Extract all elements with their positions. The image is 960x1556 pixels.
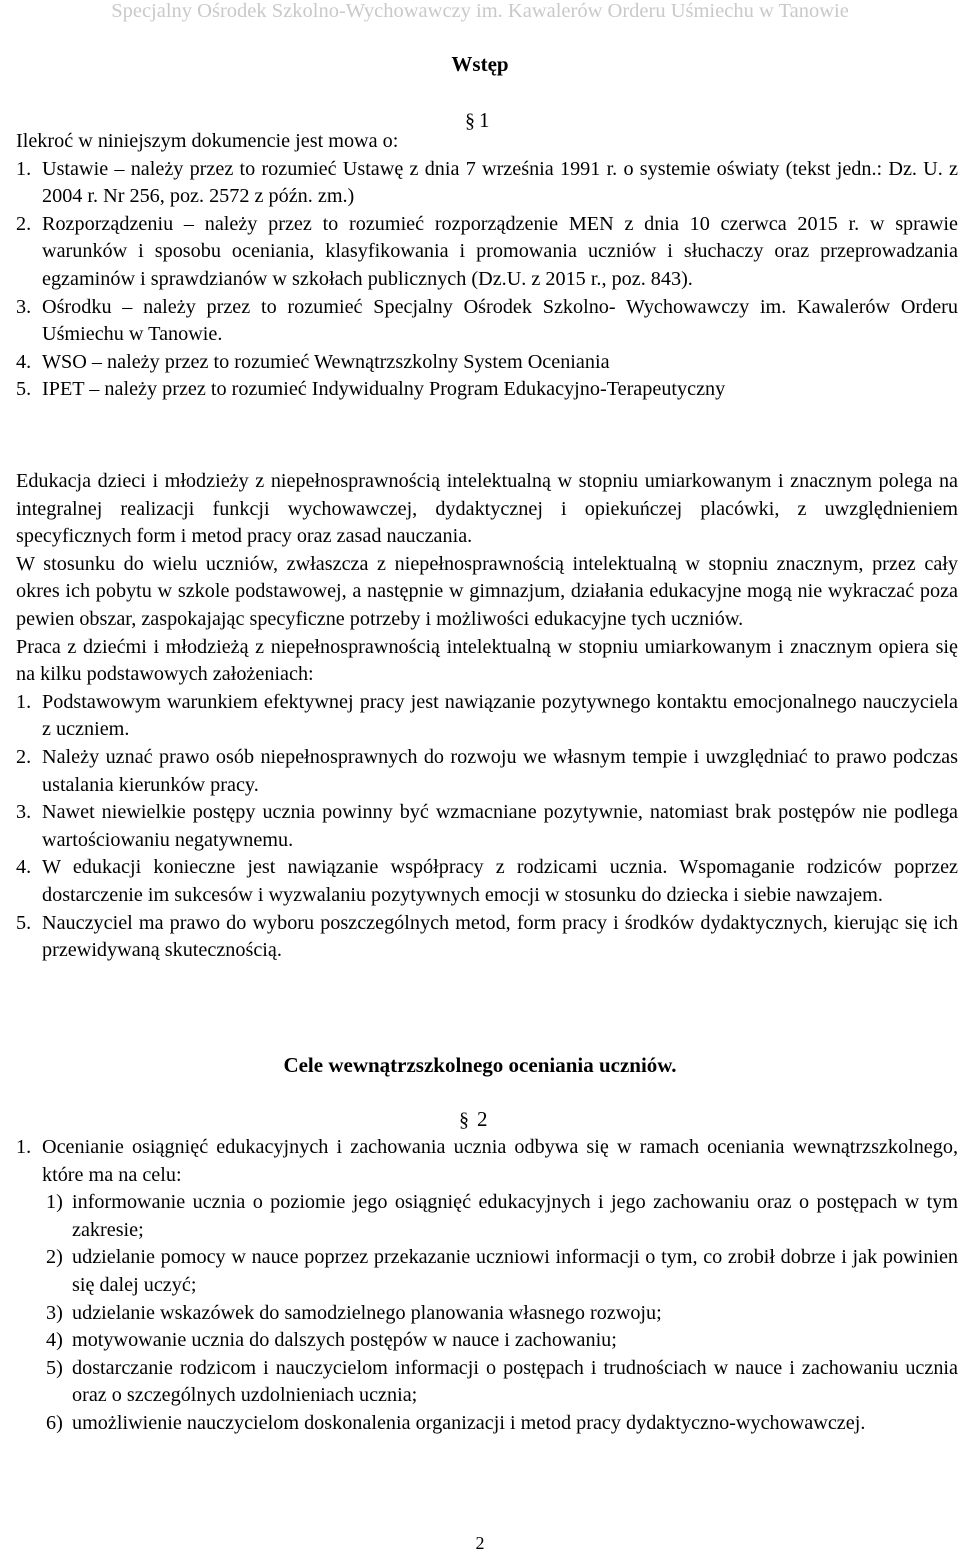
principle-item: 3. Nawet niewielkie postępy ucznia powinny być wzmacniane pozytywnie, natomiast brak postępów nie podlega wartościowaniu negatywnemu. <box>16 801 958 851</box>
page-header: Specjalny Ośrodek Szkolno-Wychowawczy im. Kawalerów Orderu Uśmiechu w Tanowie <box>111 0 849 22</box>
definition-item: 3. Ośrodku – należy przez to rozumieć Specjalny Ośrodek Szkolno- Wychowawczy im. Kawalerów Orderu Uśmiechu w Tanowie. <box>16 295 958 346</box>
introduction-body <box>16 468 958 965</box>
section-marker: § 1 <box>465 108 490 132</box>
section-number: 2 <box>477 1107 488 1131</box>
aim-subitem: 6) umożliwienie nauczycielom doskonalenia organizacji i metod pracy dydaktyczno-wychowawczej. <box>46 1411 866 1434</box>
principle-item: 2. Należy uznać prawo osób niepełnosprawnych do rozwoju we własnym tempie i uwzględniać to prawo podczas ustalania kierunków pracy. <box>16 745 958 796</box>
aim-item: 1. Ocenianie osiągnięć edukacyjnych i zachowania ucznia odbywa się w ramach oceniania wewnątrzszkolnego, które ma na celu: <box>16 1136 958 1186</box>
definition-item: 5. IPET – należy przez to rozumieć Indywidualny Program Edukacyjno-Terapeutyczny <box>16 378 726 401</box>
aim-subitem: 3) udzielanie wskazówek do samodzielnego planowania własnego rozwoju; <box>46 1301 662 1324</box>
page-number: 2 <box>475 1533 485 1553</box>
aim-subitem: 4) motywowanie ucznia do dalszych postępów w nauce i zachowaniu; <box>46 1329 617 1352</box>
paragraph: W stosunku do wielu uczniów, zwłaszcza z niepełnosprawnością intelektualną w stopniu znacznym, przez cały okres ich pobytu w szkole podstawowej, a następnie w gimnazjum, działania edukacyjne mogą nie wykraczać poza pewien obszar, zaspokajając specyficzne potrzeby i możliwości edukacyjne tych uczniów. <box>16 552 958 630</box>
principle-item: 4. W edukacji konieczne jest nawiązanie współpracy z rodzicami ucznia. Wspomaganie rodziców poprzez dostarczenie im sukcesów i wyzwalaniu pozytywnych emocji w stosunku do dziecka i siebie nawzajem. <box>16 856 958 906</box>
definition-item: 4. WSO – należy przez to rozumieć Wewnątrzszkolny System Oceniania <box>16 350 610 373</box>
section-title-aims: Cele wewnątrzszkolnego oceniania uczniów. <box>283 1053 677 1077</box>
intro-text: Ilekroć w niniejszym dokumencie jest mowa o: <box>16 130 399 152</box>
definitions-block <box>16 128 958 404</box>
section-title-intro: Wstęp <box>451 52 509 76</box>
aim-subitem: 5) dostarczanie rodzicom i nauczycielom informacji o postępach i trudnościach w nauce i zachowaniu ucznia oraz o szczególnych uzdolnieniach ucznia; <box>46 1356 958 1407</box>
principle-item: 5. Nauczyciel ma prawo do wyboru poszczególnych metod, form pracy i środków dydaktycznych, kierując się ich przewidywaną skutecznością. <box>16 911 958 962</box>
section-marker: § 2 <box>459 1107 488 1131</box>
paragraph: Edukacja dzieci i młodzieży z niepełnosprawnością intelektualną w stopniu umiarkowanym i znacznym polega na integralnej realizacji funkcji wychowawczej, dydaktycznej i opiekuńczej placówki, z uwzględnieniem specyficznych form i metod pracy oraz zasad nauczania. <box>16 470 958 548</box>
aim-subitem: 1) informowanie ucznia o poziomie jego osiągnięć edukacyjnych i jego zachowaniu oraz o postępach w tym zakresie; <box>46 1191 958 1241</box>
section-number: 1 <box>479 108 490 132</box>
principle-item: 1. Podstawowym warunkiem efektywnej pracy jest nawiązanie pozytywnego kontaktu emocjonalnego nauczyciela z uczniem. <box>16 690 958 741</box>
paragraph: Praca z dziećmi i młodzieżą z niepełnosprawnością intelektualną w stopniu umiarkowanym i znacznym opiera się na kilku podstawowych założeniach: <box>16 635 958 686</box>
definition-item: 2. Rozporządzeniu – należy przez to rozumieć rozporządzenie MEN z dnia 10 czerwca 2015 r. w sprawie warunków i sposobu oceniania, klasyfikowania i promowania uczniów i słuchaczy oraz przeprowadzania egzaminów i sprawdzianów w szkołach publicznych (Dz.U. z 2015 r., poz. 843). <box>16 212 958 290</box>
aims-block <box>16 1134 958 1438</box>
aim-subitem: 2) udzielanie pomocy w nauce poprzez przekazanie uczniowi informacji o tym, co zrobił dobrze i jak powinien się dalej uczyć; <box>46 1246 958 1296</box>
definition-item: 1. Ustawie – należy przez to rozumieć Ustawę z dnia 7 września 1991 r. o systemie oświaty (tekst jedn.: Dz. U. z 2004 r. Nr 256, poz. 2572 z późn. zm.) <box>16 157 958 208</box>
